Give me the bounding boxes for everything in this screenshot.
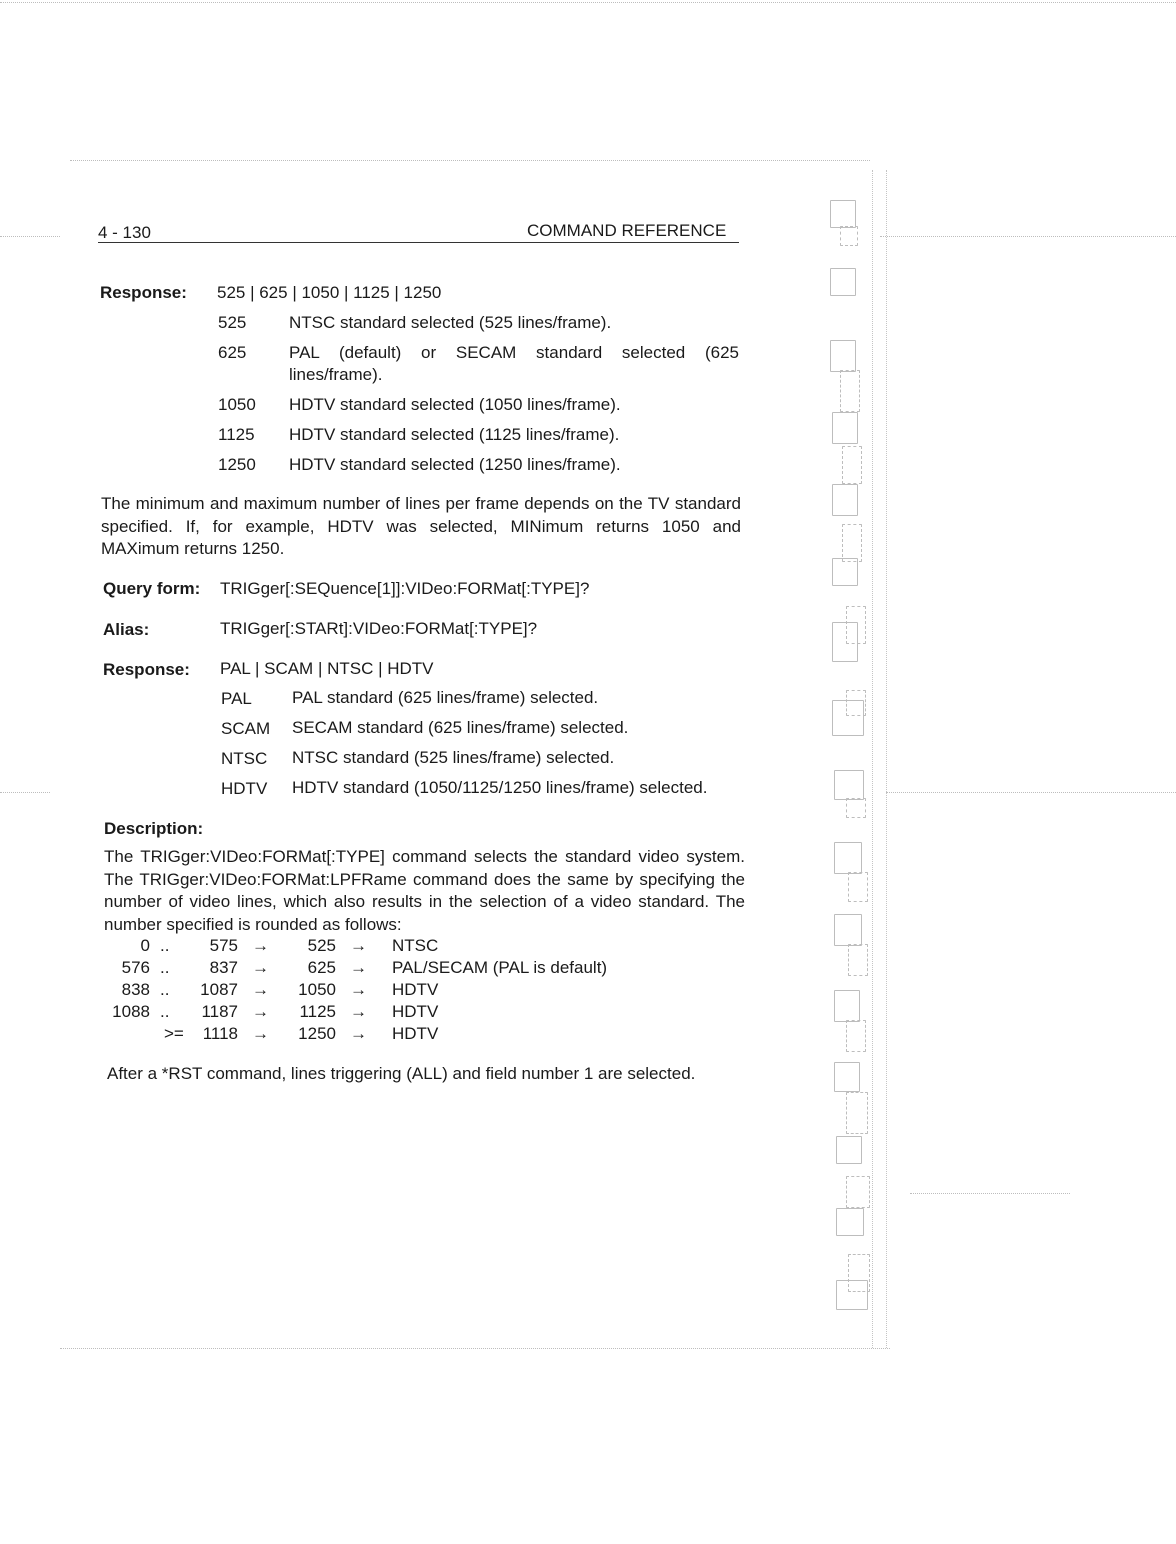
binder-tab-mark [834, 842, 862, 874]
response-values: PAL | SCAM | NTSC | HDTV [220, 659, 434, 678]
binder-tab-mark [832, 622, 858, 662]
binder-tab-mark [848, 944, 868, 976]
table-cell-to: 837 [209, 958, 238, 977]
scan-edge-line [0, 792, 50, 793]
binder-tab-mark [846, 1020, 866, 1052]
table-cell-sep: .. [160, 936, 170, 955]
binder-tab-mark [846, 1176, 870, 1208]
header-rule [98, 242, 739, 243]
page-edge-line [872, 170, 873, 1348]
response-desc: NTSC standard (525 lines/frame) selected. [292, 748, 615, 767]
arrow-icon: → [350, 1024, 367, 1043]
response-desc: HDTV standard (1050/1125/1250 lines/frame) selected. [292, 778, 708, 797]
binder-tab-mark [836, 1136, 862, 1164]
response-code: 1250 [218, 455, 256, 474]
table-cell-from: 838 [121, 980, 150, 999]
response-label: Response: [100, 283, 187, 302]
scan-edge-line [60, 1348, 890, 1349]
table-cell-lines: 1250 [298, 1024, 336, 1043]
table-cell-lines: 525 [307, 936, 336, 955]
min-max-note: The minimum and maximum number of lines per frame depends on the TV standard specified. If, for example, HDTV was selected, MINimum returns 1050 and MAXimum returns 1250. [101, 494, 741, 558]
binder-tab-mark [846, 1092, 868, 1134]
table-cell-from: 1088 [112, 1002, 150, 1021]
binder-tab-mark [830, 200, 856, 228]
page-number: 4 - 130 [98, 223, 151, 242]
response-desc: PAL standard (625 lines/frame) selected. [292, 688, 599, 707]
binder-tab-mark [834, 1062, 860, 1092]
response-code: 525 [218, 313, 247, 332]
description-heading: Description: [104, 819, 204, 838]
binder-tab-mark [832, 412, 858, 444]
table-cell-to: 1087 [200, 980, 238, 999]
scan-edge-line [70, 160, 870, 161]
description-body: The TRIGger:VIDeo:FORMat[:TYPE] command selects the standard video system. The TRIGger:VIDeo:FORMat:LPFRame command does the same by specifying the number of video lines, which also results in the selection of a video standard. The number specified is rounded as follows: [104, 847, 745, 934]
table-cell-to: 1118 [202, 1024, 238, 1043]
response-values: 525 | 625 | 1050 | 1125 | 1250 [217, 283, 442, 302]
table-cell-standard: NTSC [392, 936, 439, 955]
scan-edge-line [0, 2, 1176, 3]
binder-tab-mark [840, 226, 858, 246]
arrow-icon: → [350, 980, 367, 999]
arrow-icon: → [252, 936, 269, 955]
alias-label: Alias: [103, 620, 150, 639]
binder-tab-mark [848, 872, 868, 902]
arrow-icon: → [252, 1024, 269, 1043]
binder-tab-mark [830, 268, 856, 296]
response-desc: HDTV standard selected (1050 lines/frame). [289, 395, 621, 414]
arrow-icon: → [350, 958, 367, 977]
section-title: COMMAND REFERENCE [527, 221, 727, 240]
table-cell-lines: 1050 [298, 980, 336, 999]
response-code: SCAM [221, 719, 271, 738]
binder-tab-mark [840, 370, 860, 412]
binder-tab-mark [836, 1280, 868, 1310]
query-form-label: Query form: [103, 579, 201, 598]
response-code: 1050 [218, 395, 256, 414]
scan-edge-line [910, 1193, 1070, 1194]
response-desc: PAL (default) or SECAM standard selected (625 [289, 343, 739, 362]
binder-tab-mark [832, 484, 858, 516]
table-cell-from: 576 [121, 958, 150, 977]
table-cell-sep: .. [160, 980, 170, 999]
table-cell-sep: .. [160, 958, 170, 977]
response-code: 625 [218, 343, 247, 362]
table-cell-lines: 1125 [299, 1002, 336, 1021]
binder-tab-mark [846, 798, 866, 818]
arrow-icon: → [350, 1002, 367, 1021]
table-cell-sep: .. [160, 1002, 170, 1021]
table-cell-standard: HDTV [392, 1002, 439, 1021]
arrow-icon: → [252, 980, 269, 999]
query-form-value: TRIGger[:SEQuence[1]]:VIDeo:FORMat[:TYPE]? [220, 579, 590, 598]
response-code: HDTV [221, 779, 268, 798]
arrow-icon: → [252, 1002, 269, 1021]
response-desc: SECAM standard (625 lines/frame) selected. [292, 718, 629, 737]
reset-note: After a *RST command, lines triggering (ALL) and field number 1 are selected. [107, 1064, 696, 1083]
response-desc: HDTV standard selected (1250 lines/frame). [289, 455, 621, 474]
response-desc: HDTV standard selected (1125 lines/frame). [289, 425, 620, 444]
scan-edge-line [880, 236, 1176, 237]
response-code: 1125 [218, 425, 255, 444]
response-label: Response: [103, 660, 190, 679]
response-desc: lines/frame). [289, 365, 383, 384]
binder-tab-mark [832, 558, 858, 586]
alias-value: TRIGger[:STARt]:VIDeo:FORMat[:TYPE]? [220, 619, 538, 638]
binder-tab-mark [834, 990, 860, 1022]
binder-tab-mark [834, 770, 864, 800]
table-cell-from: 0 [140, 936, 150, 955]
arrow-icon: → [252, 958, 269, 977]
binder-tab-mark [842, 446, 862, 484]
response-code: PAL [221, 689, 252, 708]
table-cell-standard: PAL/SECAM (PAL is default) [392, 958, 608, 977]
table-cell-standard: HDTV [392, 1024, 439, 1043]
page-edge-line [886, 170, 887, 1348]
binder-tab-mark [834, 914, 862, 946]
table-cell-lines: 625 [307, 958, 336, 977]
arrow-icon: → [350, 936, 367, 955]
table-cell-to: 575 [209, 936, 238, 955]
scan-edge-line [886, 792, 1176, 793]
table-cell-to: 1187 [201, 1002, 238, 1021]
response-code: NTSC [221, 749, 268, 768]
binder-tab-mark [832, 700, 864, 736]
binder-tab-mark [830, 340, 856, 372]
table-cell-sep: >= [164, 1024, 184, 1043]
response-desc: NTSC standard selected (525 lines/frame). [289, 313, 612, 332]
scan-edge-line [0, 236, 60, 237]
table-cell-standard: HDTV [392, 980, 439, 999]
binder-tab-mark [842, 524, 862, 562]
binder-tab-mark [836, 1208, 864, 1236]
